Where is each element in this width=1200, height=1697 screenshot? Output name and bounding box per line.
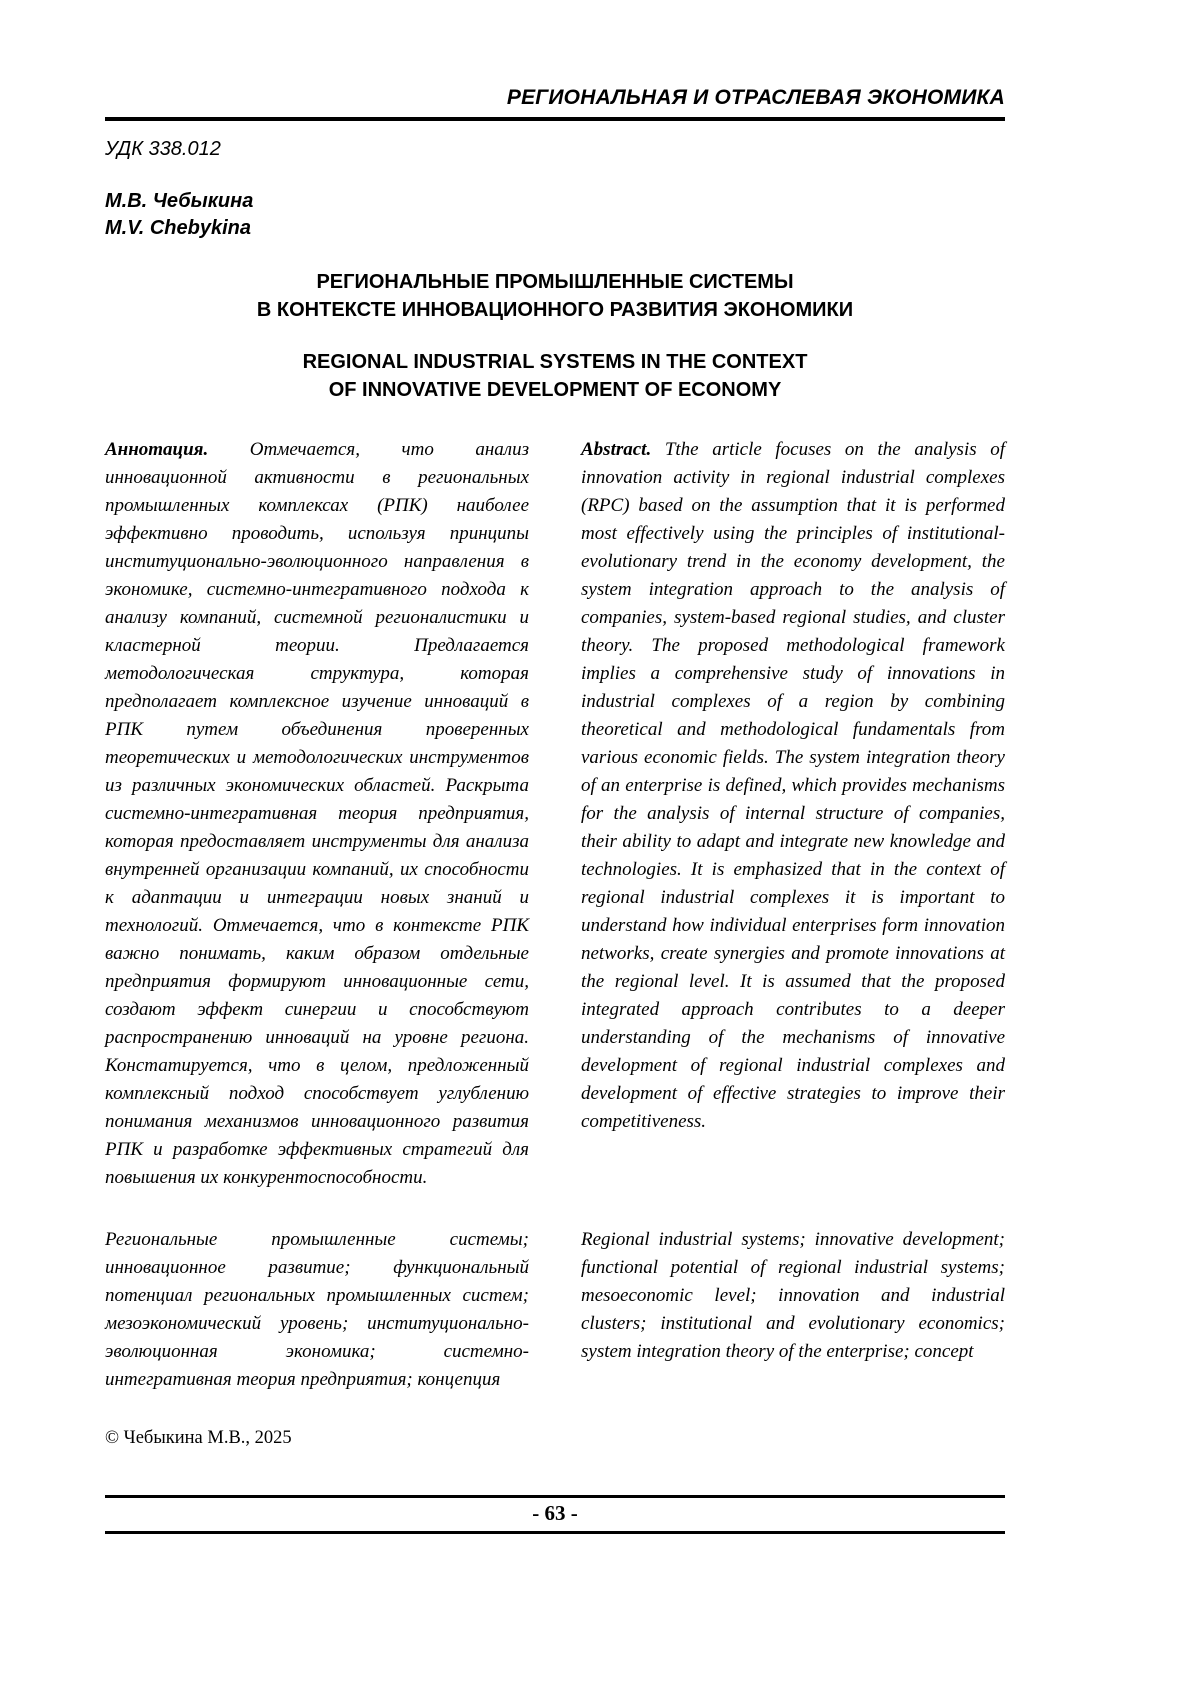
- article-title-ru: [105, 268, 1005, 324]
- running-head: [105, 86, 1005, 121]
- abstract-ru: [105, 436, 529, 1192]
- abstract-ru-text: Отмечается, что анализ инновационной активности в региональных промышленных комплексах (РПК) наиболее эффективно проводить, используя принципы институционально-эволюционного направления в экономике, системно-интегративного подхода к анализу компаний, системной регионалистики и кластерной теории. Предлагается методологическая структура, которая предполагает комплексное изучение инноваций в РПК путем объединения проверенных теоретических и методологических инструментов из различных экономических областей. Раскрыта системно-интегративная теория предприятия, которая предоставляет инструменты для анализа внутренней организации компаний, их способности к адаптации и интеграции новых знаний и технологий. Отмечается, что в контексте РПК важно понимать, каким образом отдельные предприятия формируют инновационные сети, создают эффект синергии и способствуют распространению инноваций на уровне региона. Констатируется, что в целом, предложенный комплексный подход способствует углублению понимания механизмов инновационного развития РПК и разработке эффективных стратегий для повышения их конкурентоспособности.: [105, 439, 529, 1188]
- running-title: РЕГИОНАЛЬНАЯ И ОТРАСЛЕВАЯ ЭКОНОМИКА: [506, 86, 1005, 109]
- article-title-ru-line1: РЕГИОНАЛЬНЫЕ ПРОМЫШЛЕННЫЕ СИСТЕМЫ: [316, 271, 794, 293]
- keywords-en: Regional industrial systems; innovative development; functional potential of regional industrial systems; mesoeconomic level; innovation and industrial clusters; institutional and evolutionary economics; system integration theory of the enterprise; concept: [581, 1229, 1005, 1362]
- abstract-en-label: Abstract.: [581, 439, 652, 460]
- copyright-notice: © Чебыкина М.В., 2025: [105, 1428, 292, 1448]
- abstract-en: [581, 436, 1005, 1136]
- udc-number: УДК 338.012: [105, 138, 221, 160]
- author-name-ru: М.В. Чебыкина: [105, 190, 254, 212]
- article-title-en-line1: REGIONAL INDUSTRIAL SYSTEMS IN THE CONTEXT: [302, 351, 808, 373]
- article-title-en: [105, 348, 1005, 404]
- authors-block: [105, 188, 1005, 242]
- keywords-ru: Региональные промышленные системы; инновационное развитие; функциональный потенциал региональных промышленных систем; мезоэкономический уровень; институционально-эволюционная экономика; системно-интегративная теория предприятия; концепция: [105, 1229, 529, 1390]
- article-title-ru-line2: В КОНТЕКСТЕ ИННОВАЦИОННОГО РАЗВИТИЯ ЭКОНОМИКИ: [256, 299, 854, 321]
- abstract-ru-label: Аннотация.: [105, 439, 209, 460]
- page-footer: [105, 1495, 1005, 1534]
- two-column-body: [105, 436, 1005, 1394]
- author-name-en: M.V. Chebykina: [105, 217, 251, 239]
- page-number: - 63 -: [532, 1501, 578, 1525]
- article-title-en-line2: OF INNOVATIVE DEVELOPMENT OF ECONOMY: [328, 379, 782, 401]
- abstract-en-text: Tthe article focuses on the analysis of innovation activity in regional industrial complexes (RPC) based on the assumption that it is performed most effectively using the principles of institutional-evolutionary trend in the economy development, the system integration approach to the analysis of companies, system-based regional studies, and cluster theory. The proposed methodological framework implies a comprehensive study of innovations in industrial complexes of a region by combining theoretical and methodological fundamentals from various economic fields. The system integration theory of an enterprise is defined, which provides mechanisms for the analysis of internal structure of companies, their ability to adapt and integrate new knowledge and technologies. It is emphasized that in the context of regional industrial complexes it is important to understand how individual enterprises form innovation networks, create synergies and promote innovations at the regional level. It is assumed that the proposed integrated approach contributes to a deeper understanding of the mechanisms of innovative development of regional industrial complexes and development of effective strategies to improve their competitiveness.: [581, 439, 1006, 1132]
